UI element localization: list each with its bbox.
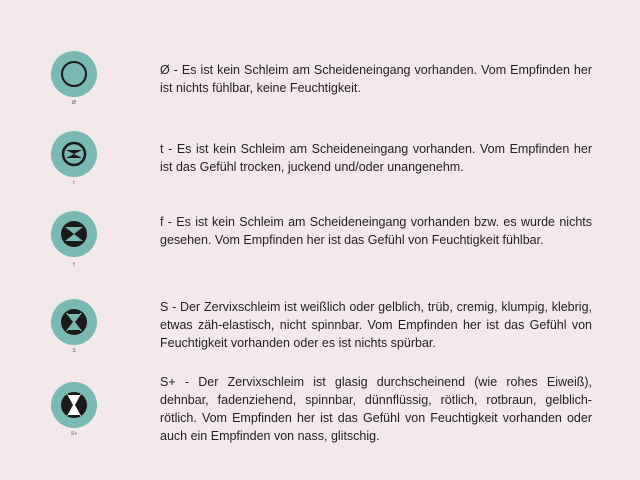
entry-description: Ø - Es ist kein Schleim am Scheideneingang vorhanden. Vom Empfinden her ist nichts fühlbar, keine Feuchtigkeit.: [160, 63, 592, 95]
circle-creamy-icon: [50, 298, 98, 346]
symbol-caption: f: [73, 262, 75, 268]
circle-dry-icon: [50, 130, 98, 178]
circle-moist-icon: [50, 210, 98, 258]
symbol-caption: t: [73, 180, 75, 186]
circle-empty-icon: [50, 50, 98, 98]
symbol-caption: Ø: [72, 100, 76, 106]
entry-description: S - Der Zervixschleim ist weißlich oder gelblich, trüb, cremig, klumpig, klebrig, etwas zäh-elastisch, nicht spinnbar. Vom Empfinden her ist das Gefühl von Feuchtigkeit vorhanden oder es ist nichts spürbar.: [160, 300, 592, 350]
entry-description: S+ - Der Zervixschleim ist glasig durchscheinend (wie rohes Eiweiß), dehnbar, fadenziehend, spinnbar, dünnflüssig, rötlich, rotbraun, gelblich-rötlich. Vom Empfinden her ist das Gefühl von Feuchtigkeit vorhanden oder auch ein Empfinden von nass, glitschig.: [160, 375, 592, 443]
symbol-caption: S: [72, 348, 76, 354]
circle-clear-icon: [50, 381, 98, 429]
entry-description: t - Es ist kein Schleim am Scheideneingang vorhanden. Vom Empfinden her ist das Gefühl trocken, juckend und/oder unangenehm.: [160, 142, 592, 174]
entry-description: f - Es ist kein Schleim am Scheideneingang vorhanden bzw. es wurde nichts gesehen. Vom Empfinden her ist das Gefühl von Feuchtigkeit fühlbar.: [160, 215, 592, 247]
symbol-caption: S+: [70, 431, 78, 437]
